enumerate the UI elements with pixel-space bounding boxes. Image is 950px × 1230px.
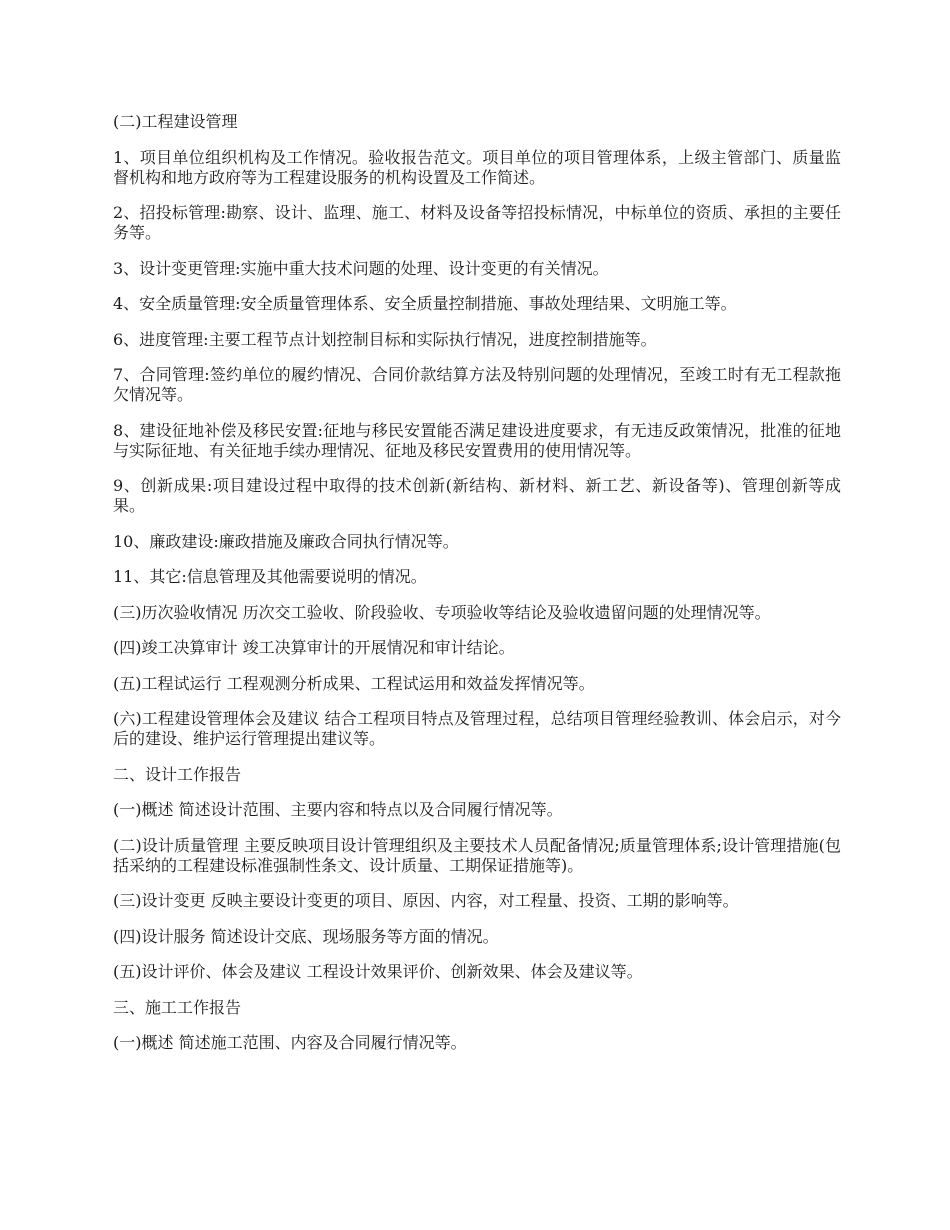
paragraph-innovation: 9、创新成果:项目建设过程中取得的技术创新(新结构、新材料、新工艺、新设备等)、管理创新等成果。	[113, 476, 841, 515]
paragraph-other: 11、其它:信息管理及其他需要说明的情况。	[113, 567, 427, 586]
paragraph-trial-operation: (五)工程试运行 工程观测分析成果、工程试运用和效益发挥情况等。	[113, 673, 595, 693]
paragraph-acceptance-history: (三)历次验收情况 历次交工验收、阶段验收、专项验收等结论及验收遗留问题的处理情况等。	[113, 602, 771, 622]
paragraph-construction-overview: (一)概述 简述施工范围、内容及合同履行情况等。	[113, 1033, 467, 1052]
paragraph-safety-quality: 4、安全质量管理:安全质量管理体系、安全质量控制措施、事故处理结果、文明施工等。	[113, 294, 737, 313]
paragraph-experience-suggestions: (六)工程建设管理体会及建议 结合工程项目特点及管理过程，总结项目管理经验教训、体会启示，对今后的建设、维护运行管理提出建议等。	[113, 709, 841, 748]
paragraph-contract: 7、合同管理:签约单位的履约情况、合同价款结算方法及特别问题的处理情况，至竣工时有无工程款拖欠情况等。	[113, 365, 841, 404]
section-heading-construction-report: 三、施工工作报告	[113, 997, 242, 1017]
paragraph-design-service: (四)设计服务 简述设计交底、现场服务等方面的情况。	[113, 926, 499, 946]
paragraph-land-resettlement: 8、建设征地补偿及移民安置:征地与移民安置能否满足建设进度要求，有无违反政策情况，批准的征地与实际征地、有关征地手续办理情况、征地及移民安置费用的使用情况等。	[113, 420, 841, 460]
paragraph-schedule: 6、进度管理:主要工程节点计划控制目标和实际执行情况，进度控制措施等。	[113, 329, 657, 349]
paragraph-design-change-management: 3、设计变更管理:实施中重大技术问题的处理、设计变更的有关情况。	[113, 258, 609, 278]
section-heading-engineering-management: (二)工程建设管理	[113, 112, 238, 131]
paragraph-design-change: (三)设计变更 反映主要设计变更的项目、原因、内容，对工程量、投资、工期的影响等。	[113, 891, 739, 910]
paragraph-design-overview: (一)概述 简述设计范围、主要内容和特点以及合同履行情况等。	[113, 800, 563, 819]
paragraph-bidding: 2、招投标管理:勘察、设计、监理、施工、材料及设备等招投标情况，中标单位的资质、承担的主要任务等。	[113, 203, 841, 242]
paragraph-integrity: 10、廉政建设:廉政措施及廉政合同执行情况等。	[113, 531, 459, 551]
section-heading-design-report: 二、设计工作报告	[113, 764, 242, 784]
paragraph-organization: 1、项目单位组织机构及工作情况。验收报告范文。项目单位的项目管理体系，上级主管部门、质量监督机构和地方政府等为工程建设服务的机构设置及工作简述。	[113, 147, 841, 187]
paragraph-design-quality: (二)设计质量管理 主要反映项目设计管理组织及主要技术人员配备情况;质量管理体系;设计管理措施(包括采纳的工程建设标准强制性条文、设计质量、工期保证措施等)。	[113, 835, 841, 875]
paragraph-final-audit: (四)竣工决算审计 竣工决算审计的开展情况和审计结论。	[113, 638, 515, 657]
paragraph-design-evaluation: (五)设计评价、体会及建议 工程设计效果评价、创新效果、体会及建议等。	[113, 962, 643, 981]
document-page	[113, 112, 841, 1069]
